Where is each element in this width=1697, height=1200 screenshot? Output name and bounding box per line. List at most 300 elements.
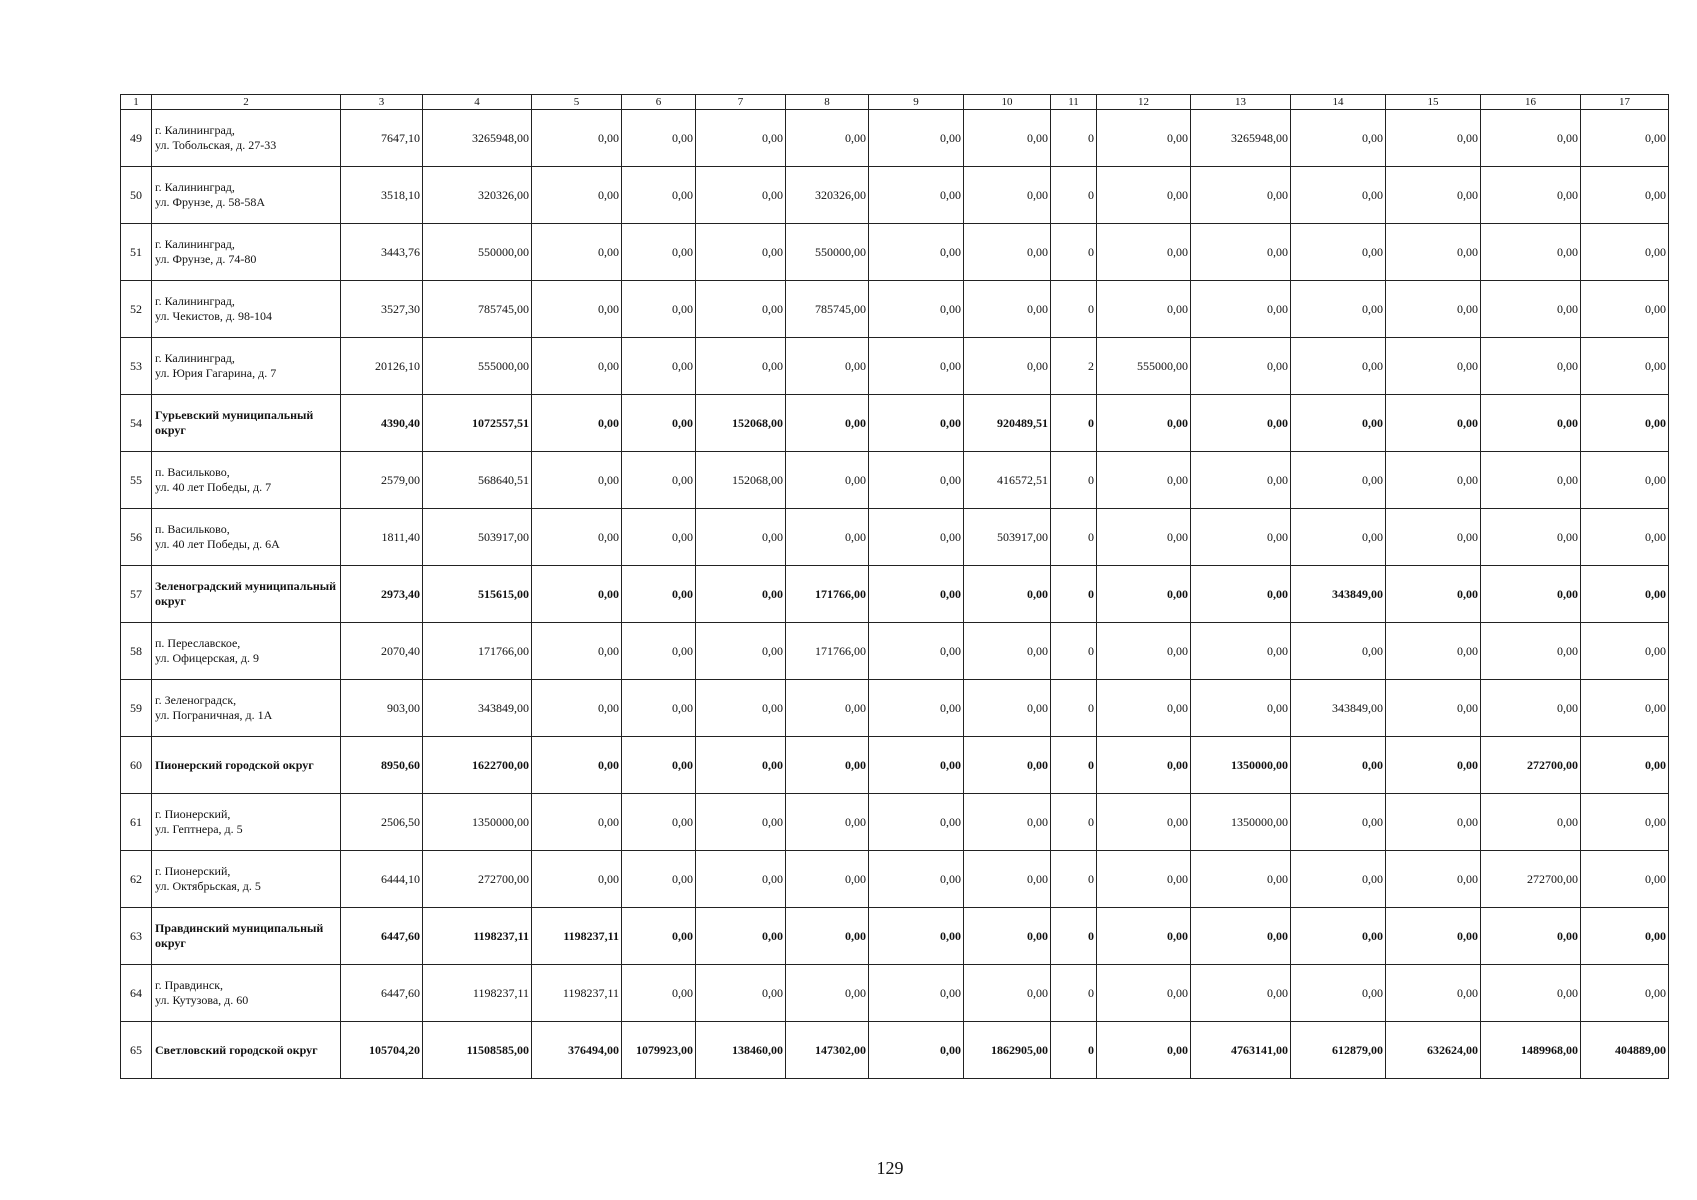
column-header: 11	[1051, 95, 1097, 110]
value-cell: 1350000,00	[1191, 794, 1291, 851]
value-cell: 0,00	[622, 338, 696, 395]
value-cell: 903,00	[341, 680, 423, 737]
value-cell: 0,00	[1097, 566, 1191, 623]
value-cell: 1198237,11	[423, 965, 532, 1022]
value-cell: 1198237,11	[423, 908, 532, 965]
object-name-cell: г. Пионерский, ул. Октябрьская, д. 5	[152, 851, 341, 908]
value-cell: 0,00	[869, 908, 964, 965]
value-cell: 0	[1051, 110, 1097, 167]
table-row-subtotal	[121, 1022, 1669, 1079]
value-cell: 0,00	[1191, 224, 1291, 281]
value-cell: 7647,10	[341, 110, 423, 167]
value-cell: 0	[1051, 395, 1097, 452]
value-cell: 416572,51	[964, 452, 1051, 509]
column-header: 4	[423, 95, 532, 110]
value-cell: 0,00	[1581, 338, 1669, 395]
row-number-cell: 50	[121, 167, 152, 224]
value-cell: 1489968,00	[1481, 1022, 1581, 1079]
row-number-cell: 62	[121, 851, 152, 908]
value-cell: 0,00	[869, 1022, 964, 1079]
value-cell: 0	[1051, 566, 1097, 623]
value-cell: 147302,00	[786, 1022, 869, 1079]
table-row	[121, 452, 1669, 509]
value-cell: 0,00	[1481, 509, 1581, 566]
value-cell: 550000,00	[423, 224, 532, 281]
value-cell: 0,00	[622, 737, 696, 794]
value-cell: 0,00	[696, 908, 786, 965]
column-header: 3	[341, 95, 423, 110]
value-cell: 0,00	[1291, 737, 1386, 794]
value-cell: 0,00	[1386, 737, 1481, 794]
value-cell: 0,00	[869, 737, 964, 794]
value-cell: 1350000,00	[423, 794, 532, 851]
table-body	[121, 110, 1669, 1079]
row-number-cell: 57	[121, 566, 152, 623]
value-cell: 3265948,00	[1191, 110, 1291, 167]
value-cell: 0	[1051, 281, 1097, 338]
value-cell: 0,00	[869, 338, 964, 395]
value-cell: 0,00	[696, 509, 786, 566]
value-cell: 0,00	[1291, 167, 1386, 224]
value-cell: 0,00	[696, 566, 786, 623]
row-number-cell: 58	[121, 623, 152, 680]
object-name-cell: г. Калининград, ул. Фрунзе, д. 58-58А	[152, 167, 341, 224]
value-cell: 0,00	[1386, 110, 1481, 167]
column-header: 7	[696, 95, 786, 110]
value-cell: 0,00	[786, 110, 869, 167]
row-number-cell: 61	[121, 794, 152, 851]
value-cell: 0,00	[869, 224, 964, 281]
value-cell: 0,00	[1097, 110, 1191, 167]
value-cell: 0,00	[1581, 509, 1669, 566]
value-cell: 0,00	[1581, 395, 1669, 452]
value-cell: 0,00	[622, 110, 696, 167]
value-cell: 272700,00	[423, 851, 532, 908]
value-cell: 0,00	[532, 566, 622, 623]
value-cell: 4390,40	[341, 395, 423, 452]
value-cell: 0,00	[696, 737, 786, 794]
value-cell: 0,00	[532, 167, 622, 224]
value-cell: 0,00	[532, 680, 622, 737]
object-name-cell: Зеленоградский муниципальный округ	[152, 566, 341, 623]
value-cell: 0,00	[1097, 1022, 1191, 1079]
row-number-cell: 64	[121, 965, 152, 1022]
value-cell: 6447,60	[341, 965, 423, 1022]
value-cell: 3443,76	[341, 224, 423, 281]
value-cell: 568640,51	[423, 452, 532, 509]
value-cell: 0,00	[1386, 566, 1481, 623]
value-cell: 0,00	[1481, 623, 1581, 680]
value-cell: 0,00	[1581, 281, 1669, 338]
table-row	[121, 680, 1669, 737]
value-cell: 0,00	[786, 794, 869, 851]
value-cell: 0,00	[622, 794, 696, 851]
value-cell: 0,00	[964, 623, 1051, 680]
value-cell: 0,00	[964, 737, 1051, 794]
value-cell: 0,00	[869, 167, 964, 224]
value-cell: 1350000,00	[1191, 737, 1291, 794]
value-cell: 0,00	[1581, 623, 1669, 680]
column-header: 9	[869, 95, 964, 110]
value-cell: 376494,00	[532, 1022, 622, 1079]
value-cell: 272700,00	[1481, 851, 1581, 908]
value-cell: 320326,00	[786, 167, 869, 224]
value-cell: 0,00	[964, 338, 1051, 395]
row-number-cell: 54	[121, 395, 152, 452]
value-cell: 0,00	[622, 851, 696, 908]
value-cell: 0,00	[532, 338, 622, 395]
value-cell: 0,00	[1097, 908, 1191, 965]
value-cell: 0,00	[532, 737, 622, 794]
value-cell: 343849,00	[1291, 566, 1386, 623]
column-header: 5	[532, 95, 622, 110]
value-cell: 0,00	[1097, 737, 1191, 794]
value-cell: 1198237,11	[532, 908, 622, 965]
value-cell: 0,00	[1581, 224, 1669, 281]
value-cell: 0,00	[1291, 794, 1386, 851]
value-cell: 0,00	[622, 965, 696, 1022]
value-cell: 785745,00	[786, 281, 869, 338]
value-cell: 0,00	[1097, 680, 1191, 737]
value-cell: 0,00	[1097, 395, 1191, 452]
value-cell: 0	[1051, 908, 1097, 965]
value-cell: 152068,00	[696, 452, 786, 509]
value-cell: 0,00	[622, 452, 696, 509]
row-number-cell: 55	[121, 452, 152, 509]
value-cell: 0,00	[1481, 338, 1581, 395]
value-cell: 0,00	[1097, 851, 1191, 908]
value-cell: 555000,00	[423, 338, 532, 395]
value-cell: 0,00	[622, 395, 696, 452]
value-cell: 0,00	[869, 794, 964, 851]
row-number-cell: 53	[121, 338, 152, 395]
value-cell: 0,00	[1191, 395, 1291, 452]
value-cell: 0,00	[869, 452, 964, 509]
row-number-cell: 60	[121, 737, 152, 794]
value-cell: 0,00	[622, 509, 696, 566]
value-cell: 0	[1051, 509, 1097, 566]
value-cell: 0,00	[1191, 965, 1291, 1022]
value-cell: 2973,40	[341, 566, 423, 623]
value-cell: 0,00	[1291, 110, 1386, 167]
value-cell: 0,00	[869, 395, 964, 452]
value-cell: 0,00	[1386, 281, 1481, 338]
table-row-subtotal	[121, 566, 1669, 623]
value-cell: 0,00	[786, 851, 869, 908]
value-cell: 0,00	[532, 452, 622, 509]
value-cell: 404889,00	[1581, 1022, 1669, 1079]
value-cell: 0,00	[622, 566, 696, 623]
value-cell: 0,00	[696, 281, 786, 338]
value-cell: 0	[1051, 794, 1097, 851]
value-cell: 0,00	[532, 794, 622, 851]
table-row	[121, 224, 1669, 281]
value-cell: 3518,10	[341, 167, 423, 224]
value-cell: 171766,00	[423, 623, 532, 680]
value-cell: 0,00	[1386, 224, 1481, 281]
value-cell: 0,00	[1481, 395, 1581, 452]
value-cell: 0,00	[1581, 794, 1669, 851]
object-name-cell: г. Правдинск, ул. Кутузова, д. 60	[152, 965, 341, 1022]
value-cell: 0,00	[1291, 509, 1386, 566]
value-cell: 8950,60	[341, 737, 423, 794]
value-cell: 0	[1051, 224, 1097, 281]
value-cell: 0,00	[964, 908, 1051, 965]
value-cell: 0,00	[622, 224, 696, 281]
value-cell: 0,00	[1097, 623, 1191, 680]
value-cell: 0	[1051, 167, 1097, 224]
object-name-cell: Светловский городской округ	[152, 1022, 341, 1079]
row-number-cell: 49	[121, 110, 152, 167]
value-cell: 0,00	[622, 167, 696, 224]
value-cell: 0,00	[1097, 224, 1191, 281]
value-cell: 0,00	[1481, 965, 1581, 1022]
value-cell: 632624,00	[1386, 1022, 1481, 1079]
value-cell: 0,00	[532, 623, 622, 680]
value-cell: 0,00	[869, 509, 964, 566]
value-cell: 0,00	[1291, 395, 1386, 452]
value-cell: 0,00	[696, 623, 786, 680]
value-cell: 0,00	[1291, 965, 1386, 1022]
value-cell: 0,00	[964, 566, 1051, 623]
value-cell: 152068,00	[696, 395, 786, 452]
value-cell: 0,00	[1481, 680, 1581, 737]
value-cell: 0,00	[1097, 452, 1191, 509]
value-cell: 0	[1051, 680, 1097, 737]
value-cell: 0,00	[1581, 851, 1669, 908]
value-cell: 3527,30	[341, 281, 423, 338]
table-row	[121, 965, 1669, 1022]
table-row	[121, 281, 1669, 338]
value-cell: 2	[1051, 338, 1097, 395]
value-cell: 0,00	[1191, 680, 1291, 737]
value-cell: 0	[1051, 737, 1097, 794]
value-cell: 0,00	[786, 395, 869, 452]
value-cell: 0,00	[869, 110, 964, 167]
value-cell: 0,00	[869, 680, 964, 737]
value-cell: 0,00	[1291, 908, 1386, 965]
value-cell: 0,00	[1481, 908, 1581, 965]
value-cell: 0,00	[1191, 281, 1291, 338]
table-row	[121, 509, 1669, 566]
value-cell: 0,00	[1581, 680, 1669, 737]
value-cell: 0,00	[532, 110, 622, 167]
value-cell: 0,00	[869, 281, 964, 338]
column-header: 6	[622, 95, 696, 110]
value-cell: 0,00	[1191, 908, 1291, 965]
object-name-cell: Пионерский городской округ	[152, 737, 341, 794]
column-header: 2	[152, 95, 341, 110]
column-header: 13	[1191, 95, 1291, 110]
value-cell: 105704,20	[341, 1022, 423, 1079]
value-cell: 0,00	[1386, 908, 1481, 965]
value-cell: 0,00	[964, 851, 1051, 908]
value-cell: 0,00	[696, 851, 786, 908]
value-cell: 4763141,00	[1191, 1022, 1291, 1079]
table-row-subtotal	[121, 908, 1669, 965]
value-cell: 0,00	[964, 167, 1051, 224]
value-cell: 6447,60	[341, 908, 423, 965]
value-cell: 320326,00	[423, 167, 532, 224]
object-name-cell: Правдинский муниципальный округ	[152, 908, 341, 965]
value-cell: 0,00	[1386, 965, 1481, 1022]
column-header: 8	[786, 95, 869, 110]
value-cell: 0,00	[964, 794, 1051, 851]
value-cell: 343849,00	[1291, 680, 1386, 737]
value-cell: 0,00	[964, 110, 1051, 167]
object-name-cell: г. Калининград, ул. Тобольская, д. 27-33	[152, 110, 341, 167]
value-cell: 0,00	[622, 680, 696, 737]
object-name-cell: г. Пионерский, ул. Гептнера, д. 5	[152, 794, 341, 851]
value-cell: 272700,00	[1481, 737, 1581, 794]
value-cell: 0,00	[696, 965, 786, 1022]
value-cell: 920489,51	[964, 395, 1051, 452]
value-cell: 515615,00	[423, 566, 532, 623]
value-cell: 0,00	[1097, 167, 1191, 224]
value-cell: 138460,00	[696, 1022, 786, 1079]
value-cell: 0,00	[869, 623, 964, 680]
value-cell: 0,00	[1291, 623, 1386, 680]
value-cell: 343849,00	[423, 680, 532, 737]
column-header: 1	[121, 95, 152, 110]
value-cell: 0	[1051, 623, 1097, 680]
value-cell: 0,00	[786, 338, 869, 395]
value-cell: 0,00	[1386, 338, 1481, 395]
value-cell: 0,00	[1097, 281, 1191, 338]
value-cell: 0,00	[532, 395, 622, 452]
object-name-cell: п. Переславское, ул. Офицерская, д. 9	[152, 623, 341, 680]
value-cell: 0,00	[786, 452, 869, 509]
value-cell: 6444,10	[341, 851, 423, 908]
value-cell: 0,00	[964, 965, 1051, 1022]
column-header: 15	[1386, 95, 1481, 110]
value-cell: 0,00	[1191, 338, 1291, 395]
value-cell: 0,00	[696, 110, 786, 167]
value-cell: 0,00	[786, 680, 869, 737]
value-cell: 0,00	[1581, 737, 1669, 794]
row-number-cell: 52	[121, 281, 152, 338]
table-row	[121, 794, 1669, 851]
value-cell: 0,00	[1291, 338, 1386, 395]
value-cell: 0,00	[1481, 167, 1581, 224]
value-cell: 0,00	[1386, 794, 1481, 851]
object-name-cell: п. Васильково, ул. 40 лет Победы, д. 6А	[152, 509, 341, 566]
value-cell: 0,00	[1581, 965, 1669, 1022]
row-number-cell: 65	[121, 1022, 152, 1079]
value-cell: 0,00	[696, 794, 786, 851]
value-cell: 0,00	[1291, 452, 1386, 509]
value-cell: 0,00	[1581, 566, 1669, 623]
value-cell: 0,00	[786, 509, 869, 566]
value-cell: 0,00	[1191, 623, 1291, 680]
data-table	[120, 94, 1669, 1079]
value-cell: 0,00	[1481, 794, 1581, 851]
value-cell: 0,00	[1481, 281, 1581, 338]
page-number: 129	[876, 1158, 904, 1178]
value-cell: 0,00	[1191, 851, 1291, 908]
row-number-cell: 59	[121, 680, 152, 737]
value-cell: 0,00	[1481, 566, 1581, 623]
value-cell: 0,00	[1191, 566, 1291, 623]
value-cell: 0,00	[1291, 224, 1386, 281]
value-cell: 2070,40	[341, 623, 423, 680]
value-cell: 0	[1051, 851, 1097, 908]
value-cell: 3265948,00	[423, 110, 532, 167]
value-cell: 0,00	[1481, 452, 1581, 509]
value-cell: 0,00	[696, 338, 786, 395]
value-cell: 0,00	[1386, 509, 1481, 566]
value-cell: 0,00	[869, 965, 964, 1022]
value-cell: 0,00	[1097, 509, 1191, 566]
value-cell: 555000,00	[1097, 338, 1191, 395]
value-cell: 0,00	[1581, 110, 1669, 167]
value-cell: 0,00	[1581, 167, 1669, 224]
value-cell: 0,00	[1386, 851, 1481, 908]
value-cell: 2506,50	[341, 794, 423, 851]
value-cell: 1862905,00	[964, 1022, 1051, 1079]
value-cell: 0	[1051, 1022, 1097, 1079]
object-name-cell: п. Васильково, ул. 40 лет Победы, д. 7	[152, 452, 341, 509]
value-cell: 0,00	[532, 281, 622, 338]
value-cell: 0,00	[1386, 395, 1481, 452]
value-cell: 0,00	[1581, 908, 1669, 965]
object-name-cell: г. Калининград, ул. Фрунзе, д. 74-80	[152, 224, 341, 281]
value-cell: 1622700,00	[423, 737, 532, 794]
table-row	[121, 851, 1669, 908]
value-cell: 0,00	[696, 224, 786, 281]
table-header-row	[121, 95, 1669, 110]
row-number-cell: 51	[121, 224, 152, 281]
table-row-subtotal	[121, 395, 1669, 452]
object-name-cell: г. Зеленоградск, ул. Пограничная, д. 1А	[152, 680, 341, 737]
table-row	[121, 623, 1669, 680]
value-cell: 171766,00	[786, 623, 869, 680]
table-row-subtotal	[121, 737, 1669, 794]
value-cell: 0,00	[1291, 281, 1386, 338]
value-cell: 0,00	[1386, 623, 1481, 680]
value-cell: 0,00	[622, 281, 696, 338]
column-header: 14	[1291, 95, 1386, 110]
column-header: 17	[1581, 95, 1669, 110]
value-cell: 0,00	[1386, 452, 1481, 509]
value-cell: 503917,00	[423, 509, 532, 566]
value-cell: 0	[1051, 965, 1097, 1022]
value-cell: 0,00	[696, 680, 786, 737]
value-cell: 0,00	[964, 224, 1051, 281]
value-cell: 0,00	[1581, 452, 1669, 509]
value-cell: 0,00	[532, 851, 622, 908]
value-cell: 1072557,51	[423, 395, 532, 452]
value-cell: 1198237,11	[532, 965, 622, 1022]
value-cell: 0,00	[532, 509, 622, 566]
value-cell: 171766,00	[786, 566, 869, 623]
table-row	[121, 338, 1669, 395]
object-name-cell: Гурьевский муниципальный округ	[152, 395, 341, 452]
value-cell: 1079923,00	[622, 1022, 696, 1079]
value-cell: 0	[1051, 452, 1097, 509]
column-header: 10	[964, 95, 1051, 110]
value-cell: 0,00	[964, 281, 1051, 338]
value-cell: 0,00	[696, 167, 786, 224]
value-cell: 20126,10	[341, 338, 423, 395]
value-cell: 0,00	[532, 224, 622, 281]
value-cell: 0,00	[1097, 965, 1191, 1022]
value-cell: 0,00	[786, 965, 869, 1022]
column-header: 12	[1097, 95, 1191, 110]
value-cell: 0,00	[1386, 167, 1481, 224]
table-row	[121, 167, 1669, 224]
object-name-cell: г. Калининград, ул. Юрия Гагарина, д. 7	[152, 338, 341, 395]
